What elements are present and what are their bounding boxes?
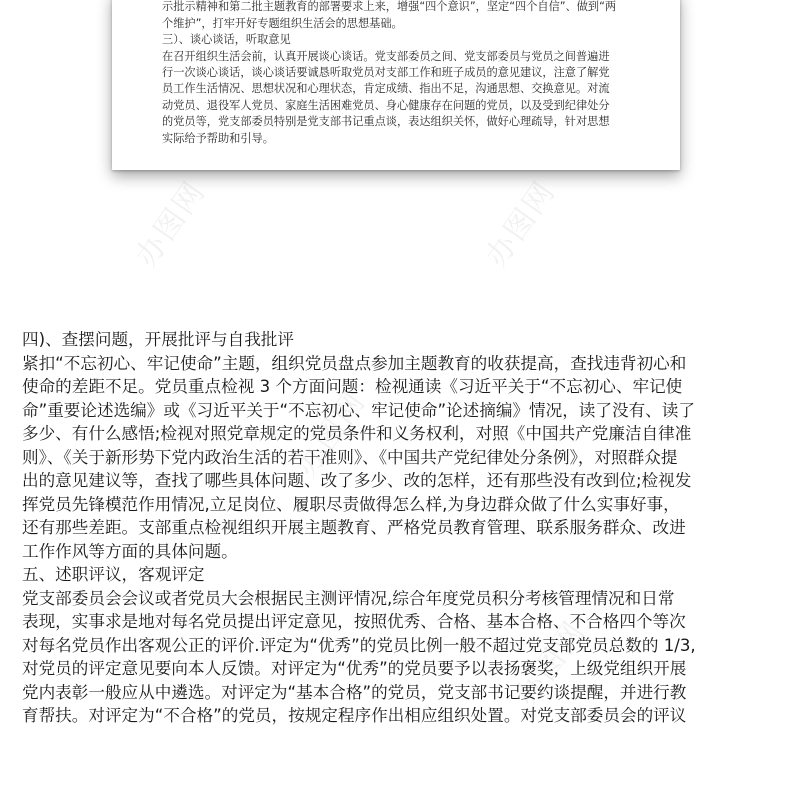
section-heading: 五、述职评议，客观评定 [22,565,205,584]
watermark: 办图网 [509,614,593,714]
paragraph-line: 则》、《关于新形势下党内政治生活的若干准则》、《中国共产党纪律处分条例》，对照群众提 [22,447,678,467]
watermark: 办图网 [479,174,563,274]
paragraph-line: 育帮扶。对评定为“不合格”的党员，按规定程序作出相应组织处置。对党支部委员会的评议 [22,706,687,725]
card-line: 在召开组织生活会前，认真开展谈心谈话。党支部委员之间、党支部委员与党员之间普遍进 [162,49,610,63]
embedded-document-card [112,0,680,170]
paragraph-line: 党内表彰一般应从中遴选。对评定为“基本合格”的党员，党支部书记要约谈提醒，并进行教 [22,682,687,702]
card-line: 个维护”，打牢开好专题组织生活会的思想基础。 [162,16,403,30]
card-line: 示批示精神和第二批主题教育的部署要求上来，增强“四个意识”，坚定“四个自信”、做到“两 [162,0,617,14]
paragraph-line: 命”重要论述选编》或《习近平关于“不忘初心、牢记使命”论述摘编》情况，读了没有、读了 [22,400,695,420]
paragraph-line: 表现，实事求是地对每名党员提出评定意见，按照优秀、合格、基本合格、不合格四个等次 [22,612,686,631]
main-document-text [22,328,782,728]
watermark: 办图网 [289,384,373,484]
paragraph-line: 紧扣“不忘初心、牢记使命”主题，组织党员盘点参加主题教育的收获提高，查找违背初心和 [22,353,687,373]
paragraph-line: 对每名党员作出客观公正的评价.评定为“优秀”的党员比例一般不超过党支部党员总数的 1/3, [22,635,696,655]
card-line: 实际给予帮助和引导。 [162,131,274,145]
paragraph-line: 还有那些差距。支部重点检视组织开展主题教育、严格党员教育管理、联系服务群众、改进 [22,518,686,537]
paragraph-line: 出的意见建议等，查找了哪些具体问题、改了多少、改的怎样，还有那些没有改到位;检视发 [22,471,692,490]
paragraph-line: 挥党员先锋模范作用情况,立足岗位、履职尽责做得怎么样,为身边群众做了什么实事好事， [22,494,680,514]
card-line: 行一次谈心谈话，谈心谈话要诚恳听取党员对支部工作和班子成员的意见建议，注意了解党 [162,66,610,80]
paragraph-line: 工作作风等方面的具体问题。 [22,541,238,561]
paragraph-line: 党支部委员会会议或者党员大会根据民主测评情况,综合年度党员积分考核管理情况和日常 [22,588,675,608]
card-line: 的党员等，党支部委员特别是党支部书记重点谈，表达组织关怀，做好心理疏导，针对思想 [162,115,610,129]
paragraph-line: 使命的差距不足。党员重点检视 3 个方面问题：检视通读《习近平关于“不忘初心、牢记使 [22,377,683,396]
card-section-heading: 三）、谈心谈话，听取意见 [162,33,291,47]
card-line: 员工作生活情况、思想状况和心理状态，肯定成绩、指出不足，沟通思想、交换意见。对流 [162,82,610,96]
paragraph-line: 多少、有什么感悟;检视对照党章规定的党员条件和义务权利，对照《中国共产党廉洁自律准 [22,424,692,443]
paragraph-line: 对党员的评定意见要向本人反馈。对评定为“优秀”的党员要予以表扬褒奖，上级党组织开展 [22,659,687,678]
watermark: 办图网 [129,174,213,274]
embedded-document-text [162,0,652,147]
section-heading: 四)、查摆问题，开展批评与自我批评 [22,330,294,349]
card-line: 动党员、退役军人党员、家庭生活困难党员、身心健康存在问题的党员，以及受到纪律处分 [162,98,610,112]
